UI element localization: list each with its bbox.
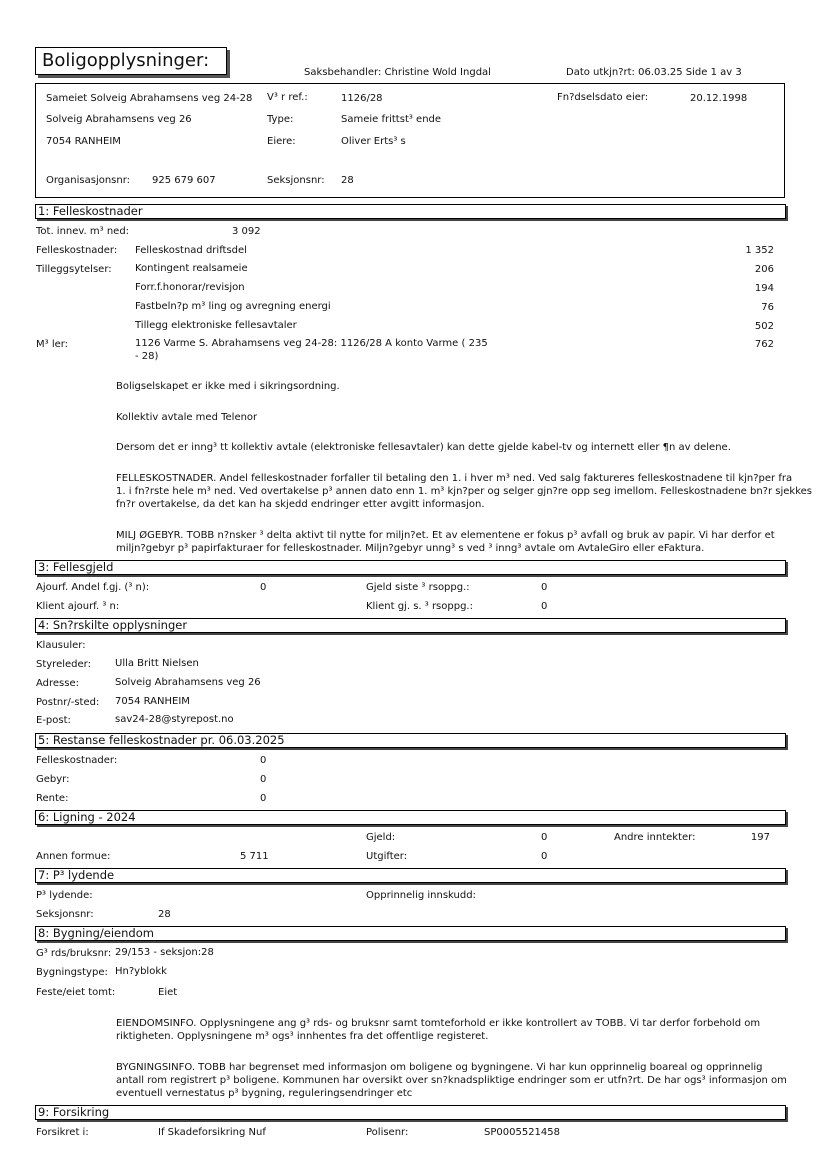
cost-item-value: 76 [761,302,774,313]
maler-line1: 1126 Varme S. Abrahamsens veg 24-28: 1126/28 A konto Varme ( 235 [135,338,488,349]
klausuler-label: Klausuler: [36,640,86,651]
cost-item-value: 502 [754,321,774,332]
fellesavtale-note: Dersom det er inng³ tt kollektiv avtale (elektroniske fellesavtaler) kan dette gjelde kabel-tv og internett eller ¶n av delene. [116,442,731,453]
miljogebyr-info-line: miljn?gebyr p³ papirfakturaer for felleskostnader. Miljn?gebyr unng³ s ved ³ inng³ avtale om AvtaleGiro eller eFaktura. [116,543,705,554]
gjeld-siste-value: 0 [541,582,548,593]
seksjonsnr-label: Seksjonsnr: [267,175,325,186]
var-ref-value: 1126/28 [341,93,383,104]
andre-inntekter-label: Andre inntekter: [614,832,696,843]
feste-value: Eiet [158,987,178,998]
forsikret-label: Forsikret i: [36,1127,89,1138]
seksjonsnr-value: 28 [158,909,171,920]
restanse-value: 0 [260,774,267,785]
section-title: 8: Bygning/eiendom [38,926,154,940]
andre-inntekter-value: 197 [750,832,770,843]
document-title-box [35,47,227,75]
felleskostnader-info-line: FELLESKOSTNADER. Andel felleskostnader forfaller til betaling den 1. i hver m³ ned. Ved salg faktureres felleskostnadene til kjn?per fra [116,473,793,484]
var-ref-label: V³ r ref.: [267,92,308,103]
sameie-postal: 7054 RANHEIM [46,136,121,147]
gards-label: G³ rds/bruksnr: [36,948,112,959]
section-title: 5: Restanse felleskostnader pr. 06.03.2025 [38,733,285,747]
section-forsikring [35,1105,786,1120]
sameie-address: Solveig Abrahamsens veg 26 [46,114,192,125]
klient-gj-label: Klient gj. s. ³ rsoppg.: [366,601,473,612]
section-title: 6: Ligning - 2024 [38,810,136,824]
saksbehandler: Saksbehandler: Christine Wold Ingdal [304,67,491,78]
sameie-name: Sameiet Solveig Abrahamsens veg 24-28 [46,93,253,104]
orgnr-label: Organisasjonsnr: [46,175,131,186]
feste-label: Feste/eiet tomt: [36,987,116,998]
cost-item-value: 194 [754,283,774,294]
section-title: 1: Felleskostnader [38,204,143,218]
polisenr-value: SP0005521458 [484,1127,561,1138]
restanse-label: Felleskostnader: [36,755,118,766]
maler-label: M³ ler: [36,339,69,350]
utgifter-label: Utgifter: [366,851,408,862]
section-title: 3: Fellesgjeld [38,560,114,574]
tot-value: 3 092 [232,226,261,237]
gards-value: 29/153 - seksjon:28 [115,947,214,958]
annen-formue-label: Annen formue: [36,851,111,862]
cost-item-value: 1 352 [745,245,774,256]
felleskostnader-info-line: 1. i fn?rste hele m³ ned. Ved overtakelse p³ annen dato enn 1. m³ kjn?per og selger gjn?re opp seg imellom. Felleskostnadene bn?r sjekkes [116,486,813,497]
ajourf-label: Ajourf. Andel f.gj. (³ n): [36,582,150,593]
cost-item-label: Fastbeln?p m³ ling og avregning energi [135,301,331,312]
adresse-value: Solveig Abrahamsens veg 26 [115,677,261,688]
cost-item-label: Tillegg elektroniske fellesavtaler [135,320,297,331]
byggtype-label: Bygningstype: [36,967,108,978]
restanse-label: Gebyr: [36,774,70,785]
fodselsdato-value: 20.12.1998 [690,93,748,104]
section-bygning [35,926,786,941]
restanse-value: 0 [260,793,267,804]
byggtype-value: Hn?yblokk [115,966,167,977]
telenor-note: Kollektiv avtale med Telenor [116,412,258,423]
felleskostnader-info-line: fn?r overtakelse, da det kan ha skjedd endringer etter avgitt informasjon. [116,499,485,510]
document-title: Boligopplysninger: [42,50,210,71]
polisenr-label: Polisenr: [366,1127,409,1138]
cost-item-label: Felleskostnad driftsdel [135,245,247,256]
innskudd-label: Opprinnelig innskudd: [366,890,476,901]
section-ligning [35,810,786,825]
bygningsinfo-line: antall rom registrert p³ boligene. Kommunen har oversikt over sn?knadspliktige endringer som er utfn?rt. De har ogs³ informasjon om [116,1075,787,1086]
section-title: 7: P³ lydende [38,868,115,882]
maler-line2: - 28) [135,351,159,362]
orgnr-value: 925 679 607 [152,175,216,186]
cost-item-label: Forr.f.honorar/revisjon [135,282,245,293]
postnr-label: Postnr/-sted: [36,697,100,708]
klient-gj-value: 0 [541,601,548,612]
adresse-label: Adresse: [36,678,79,689]
ajourf-value: 0 [260,582,267,593]
utgifter-value: 0 [541,851,548,862]
section-title: 9: Forsikring [38,1105,110,1119]
eiendomsinfo-line: riktigheten. Opplysningene m³ ogs³ innhentes fra det offentlige registeret. [116,1031,489,1042]
type-label: Type: [267,114,294,125]
restanse-value: 0 [260,755,267,766]
gjeld-siste-label: Gjeld siste ³ rsoppg.: [366,582,470,593]
gjeld-value: 0 [541,832,548,843]
section-fellesgjeld [35,560,786,575]
tilleggsytelser-label: Tilleggsytelser: [36,264,112,275]
eiere-label: Eiere: [267,136,296,147]
epost-value: sav24-28@styrepost.no [115,714,234,725]
klient-ajourf-label: Klient ajourf. ³ n: [36,601,120,612]
miljogebyr-info-line: MILJ ØGEBYR. TOBB n?nsker ³ delta aktivt til nytte for miljn?et. Et av elementene er fokus p³ avfall og bruk av papir. Vi har derfor et [116,530,775,541]
section-palydende [35,868,786,883]
tot-label: Tot. innev. m³ ned: [36,226,130,237]
styreleder-label: Styreleder: [36,659,91,670]
eiere-value: Oliver Erts³ s [341,136,406,147]
bygningsinfo-line: BYGNINGSINFO. TOBB har begrenset med informasjon om boligene og bygningene. Vi har kun opprinnelig boareal og opprinnelig [116,1062,763,1073]
print-date: Dato utkjn?rt: 06.03.25 Side 1 av 3 [566,67,742,78]
gjeld-label: Gjeld: [366,832,396,843]
section-felleskostnader [35,204,786,219]
maler-value: 762 [754,339,774,350]
cost-item-value: 206 [754,264,774,275]
type-value: Sameie frittst³ ende [341,114,442,125]
styreleder-value: Ulla Britt Nielsen [115,658,199,669]
section-sarskilte-opplysninger [35,618,786,633]
sikring-note: Boligselskapet er ikke med i sikringsordning. [116,381,340,392]
epost-label: E-post: [36,715,71,726]
felleskostnader-label: Felleskostnader: [36,245,118,256]
cost-item-label: Kontingent realsameie [135,263,248,274]
eiendomsinfo-line: EIENDOMSINFO. Opplysningene ang g³ rds- og bruksnr samt tomteforhold er ikke kontrollert av TOBB. Vi tar derfor forbehold om [116,1018,761,1029]
palydende-label: P³ lydende: [36,890,93,901]
forsikret-value: If Skadeforsikring Nuf [158,1127,266,1138]
fodselsdato-label: Fn?dselsdato eier: [557,92,649,103]
section-title: 4: Sn?rskilte opplysninger [38,618,188,632]
restanse-label: Rente: [36,793,69,804]
annen-formue-value: 5 711 [240,851,269,862]
bygningsinfo-line: eventuell vernestatus p³ bygning, reguleringsendringer etc [116,1088,413,1099]
postnr-value: 7054 RANHEIM [115,696,190,707]
seksjonsnr-value: 28 [341,175,354,186]
section-restanse [35,733,786,748]
seksjonsnr-label: Seksjonsnr: [36,909,94,920]
